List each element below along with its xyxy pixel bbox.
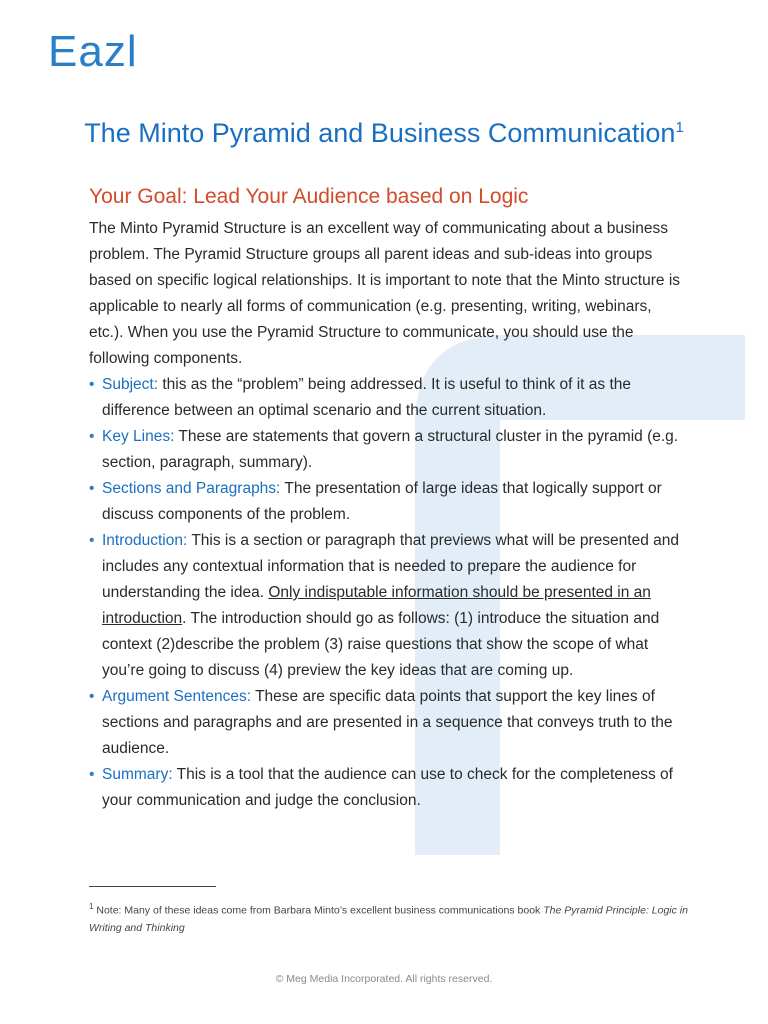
body-content	[89, 216, 689, 814]
item-text-after: . The introduction should go as follows: (1) introduce the situation and context (2)describe the problem (3) raise questions that show the scope of what you’re going to discuss (4) preview the key ideas that are coming up.	[102, 610, 660, 679]
title-text: The Minto Pyramid and Business Communication	[84, 118, 676, 148]
item-text: This is a section or paragraph that previews what will be presented and includes any contextual information that is needed to prepare the audience for understanding the idea.	[102, 532, 679, 601]
title-footnote-mark: 1	[675, 119, 684, 136]
footnote-divider	[89, 886, 216, 887]
bullet: •	[89, 688, 95, 705]
bullet: •	[89, 766, 95, 783]
list-item-key-lines	[89, 424, 689, 476]
components-list	[89, 372, 689, 814]
item-text: The presentation of large ideas that logically support or discuss components of the problem.	[102, 480, 662, 523]
underlined-text: Only indisputable information should be presented in an introduction	[102, 584, 651, 627]
bullet: •	[89, 480, 95, 497]
footnote-mark: 1	[89, 902, 94, 911]
item-text: this as the “problem” being addressed. It is useful to think of it as the difference between an optimal scenario and the current situation.	[102, 376, 632, 419]
eazl-logo: Eazl	[48, 27, 138, 76]
list-item-subject	[89, 372, 689, 424]
list-item-summary	[89, 762, 689, 814]
footnote	[89, 898, 689, 937]
term: Argument Sentences:	[102, 688, 252, 705]
footnote-book-title: The Pyramid Principle: Logic in Writing and Thinking	[89, 904, 688, 934]
item-text: These are statements that govern a structural cluster in the pyramid (e.g. section, paragraph, summary).	[102, 428, 679, 471]
page-title	[0, 118, 768, 149]
term: Subject:	[102, 376, 159, 393]
term: Summary:	[102, 766, 173, 783]
list-item-sections	[89, 476, 689, 528]
term: Sections and Paragraphs:	[102, 480, 281, 497]
bullet: •	[89, 532, 95, 549]
term: Introduction:	[102, 532, 188, 549]
goal-heading: Your Goal: Lead Your Audience based on Logic	[89, 185, 529, 208]
bullet: •	[89, 428, 95, 445]
list-item-introduction	[89, 528, 689, 684]
item-text: These are specific data points that support the key lines of sections and paragraphs and are presented in a sequence that conveys truth to the audience.	[102, 688, 673, 757]
item-text: This is a tool that the audience can use to check for the completeness of your communication and judge the conclusion.	[102, 766, 673, 809]
copyright: © Meg Media Incorporated. All rights reserved.	[275, 973, 493, 985]
footnote-text: Note: Many of these ideas come from Barbara Minto’s excellent business communications book	[93, 904, 544, 917]
list-item-argument	[89, 684, 689, 762]
intro-paragraph: The Minto Pyramid Structure is an excellent way of communicating about a business problem. The Pyramid Structure groups all parent ideas and sub-ideas into groups based on specific logical relationships. It is important to note that the Minto structure is applicable to nearly all forms of communication (e.g. presenting, writing, webinars, etc.). When you use the Pyramid Structure to communicate, you should use the following components.	[89, 220, 681, 367]
bullet: •	[89, 376, 95, 393]
term: Key Lines:	[102, 428, 175, 445]
